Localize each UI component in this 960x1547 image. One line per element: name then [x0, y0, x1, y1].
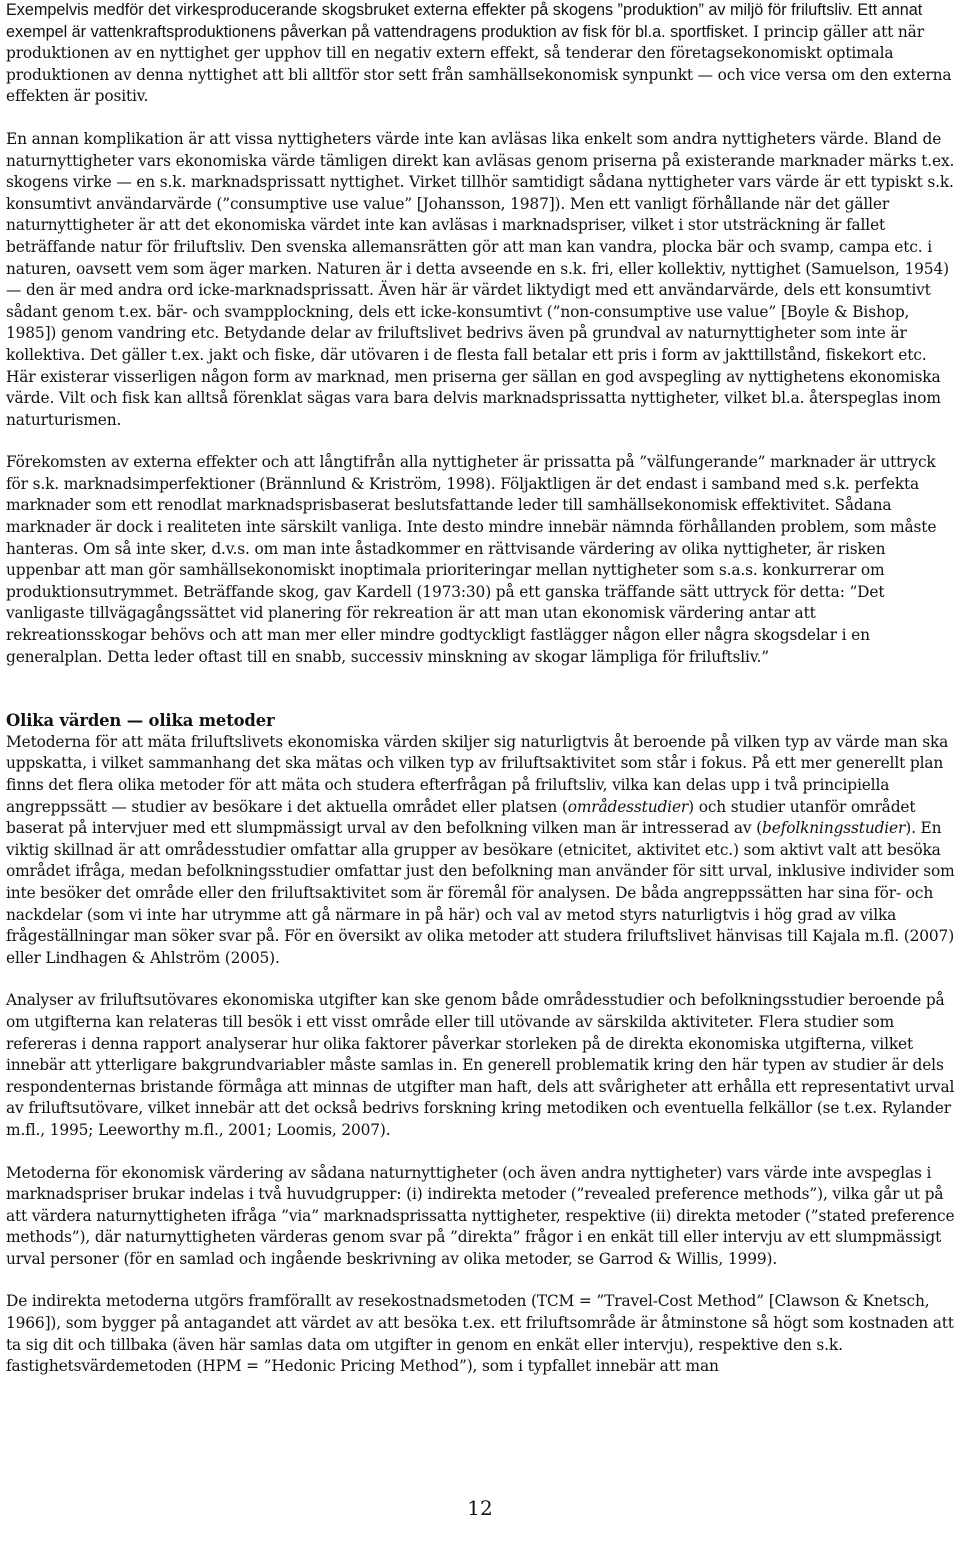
paragraph-vardering: Metoderna för ekonomisk värdering av sådana naturnyttigheter (och även andra nyttigheter) vars värde inte avspeglas i marknadspriser brukar indelas i två huvudgrupper: (i) indirekta metoder (”revealed preference methods”), vilka går ut på att värdera naturnyttigheten ifråga ”via” marknadsprissatta nyttigheter, respektive (ii) direkta metoder (”stated preference methods”), där naturnyttigheten värderas genom svar på ”direkta” frågor i en enkät till eller intervju av ett slumpmässigt urval personer (för en samlad och ingående beskrivning av olika metoder, se Garrod & Willis, 1999). [6, 1163, 955, 1268]
section-heading: Olika värden — olika metoder [6, 711, 275, 731]
document-page [6, 0, 956, 1378]
emphasis-term: befolkningsstudier [762, 819, 906, 838]
paragraph-spacer [6, 431, 956, 452]
paragraph-indirekta-metoder: De indirekta metoderna utgörs framförallt av resekostnadsmetoden (TCM = ”Travel-Cost Method” [Clawson & Knetsch, 1966]), som bygger på antagandet att värdet av att besöka t.ex. ett friluftsområde är åtminstone så högt som kostnaden att ta sig dit och tillbaka (även här samlas data om utgifter in genom en enkät eller intervju), respektive den s.k. fastighetsvärdemetoden (HPM = ”Hedonic Pricing Method”), som i typfallet innebär att man [6, 1292, 954, 1376]
paragraph-text: ). En viktig skillnad är att områdesstudier omfattar alla grupper av besökare (etnicitet, aktivitet etc.) som aktivt valt att besöka området ifråga, medan befolkningsstudier omfattar just den befolkning man använder för sitt urval, inklusive individer som inte besöker det område eller den friluftsaktivitet som är föremål för analysen. De båda angreppssätten har sina för- och nackdelar (som vi inte har utrymme att gå närmare in på här) och val av metod styrs naturligtvis i hög grad av vilka frågeställningar man söker svar på. För en översikt av olika metoder att studera friluftslivet hänvisas till Kajala m.fl. (2007) eller Lindhagen & Ahlström (2005). [6, 819, 955, 967]
section-spacer [6, 668, 956, 710]
paragraph-komplikation: En annan komplikation är att vissa nyttigheters värde inte kan avläsas lika enkelt som andra nyttigheters värde. Bland de naturnyttigheter vars ekonomiska värde tämligen direkt kan avläsas genom priserna på existerande marknader märks t.ex. skogens virke — en s.k. marknadsprissatt nyttighet. Virket tillhör samtidigt sådana nyttigheter vars värde är ett typiskt s.k. konsumtivt användarvärde (”consumptive use value” [Johansson, 1987]). Men ett vanligt förhållande när det gäller naturnyttigheter är att det ekonomiska värdet inte kan avläsas i marknadspriser, vilket i stor utsträckning är fallet beträffande natur för friluftsliv. Den svenska allemansrätten gör att man kan vandra, plocka bär och svamp, campa etc. i naturen, oavsett vem som äger marken. Naturen är i detta avseende en s.k. fri, eller kollektiv, nyttighet (Samuelson, 1954) — den är med andra ord icke-marknadsprissatt. Även här är värdet liktydigt med ett användarvärde, dels ett konsumtivt sådant genom t.ex. bär- och svampplockning, dels ett icke-konsumtivt (”non-consumptive use value” [Boyle & Bishop, 1985]) genom vandring etc. Betydande delar av friluftslivet bedrivs även på grundval av naturnyttigheter som inte är kollektiva. Det gäller t.ex. jakt och fiske, där utövaren i de flesta fall betalar ett pris i form av jakttillstånd, fiskekort etc. Här existerar visserligen någon form av marknad, men priserna ger sällan en god avspegling av nyttighetens ekonomiska värde. Vilt och fisk kan alltså förenklat sägas vara bara delvis marknadsprissatta nyttigheter, vilket bl.a. återspeglas inom naturturismen. [6, 129, 955, 429]
paragraph-utgifter: Analyser av friluftsutövares ekonomiska utgifter kan ske genom både områdesstudier och befolkningsstudier beroende på om utgifterna kan relateras till besök i ett visst område eller till utövande av särskilda aktiviteter. Flera studier som refereras i denna rapport analyserar hur olika faktorer påverkar storleken på de direkta ekonomiska utgifterna, vilket innebär att ytterligare bakgrundvariabler måste samlas in. En generell problematik kring den här typen av studier är dels respondenternas bristande förmåga att minnas de utgifter man haft, dels att svårigheter att erhålla ett representativt urval av friluftsutövare, vilket innebär att det också bedrivs forskning kring metodiken och eventuella felkällor (se t.ex. Rylander m.fl., 1995; Leeworthy m.fl., 2001; Loomis, 2007). [6, 991, 955, 1139]
paragraph-marknadsimperfektioner: Förekomsten av externa effekter och att långtifrån alla nyttigheter är prissatta på ”välfungerande” marknader är uttryck för s.k. marknadsimperfektioner (Brännlund & Kriström, 1998). Följaktligen är det endast i samband med s.k. perfekta marknader som ett renodlat marknadsprisbaserat beslutsfattande leder till samhällsekonomisk effektivitet. Sådana marknader är dock i realiteten inte särskilt vanliga. Inte desto mindre innebär nämnda förhållanden problem, som måste hanteras. Om så inte sker, d.v.s. om man inte åstadkommer en rättvisande värdering av olika nyttigheter, är risken uppenbar att man gör samhällsekonomiskt inoptimala prioriteringar mellan nyttigheter som s.a.s. konkurrerar om produktionsutrymmet. Beträffande skog, gav Kardell (1973:30) på ett ganska träffande sätt uttryck för detta: ”Det vanligaste tillvägagångssättet vid planering för rekreation är att man utan ekonomisk värdering antar att rekreationsskogar behövs och att man mer eller mindre godtyckligt fastlägger någon eller några skogsdelar i en generalplan. Detta leder oftast till en snabb, successiv minskning av skogar lämpliga för friluftsliv.” [6, 453, 937, 666]
paragraph-text: Metoderna för att mäta friluftslivets ekonomiska värden skiljer sig naturligtvis åt beroende på vilken typ av värde man ska uppskatta, i vilket sammanhang det ska mätas och vilken typ av friluftsaktivitet som står i fokus. På ett mer generellt plan finns det flera olika metoder för att mäta och studera efterfrågan på friluftsliv, vilka kan delas upp i två principiella angreppssätt — studier av besökare i det aktuella området eller platsen ( [6, 732, 949, 816]
page-number: 12 [467, 1496, 493, 1520]
paragraph-spacer [6, 1142, 956, 1163]
paragraph-spacer [6, 969, 956, 990]
paragraph-spacer [6, 1270, 956, 1291]
emphasis-term: områdesstudier [567, 797, 689, 816]
paragraph-continuation-text: I princip gäller att när produktionen av en nyttighet ger upphov till en negativ extern effekt, så tenderar den företagsekonomiskt optimala produktionen av denna nyttighet att bli alltför stor sett från samhällsekonomisk synpunkt — och vice versa om den externa effekten är positiv. [6, 22, 952, 106]
paragraph-externa-effekter [6, 0, 956, 108]
paragraph-metoder [6, 732, 956, 970]
paragraph-intro-text: Exempelvis medför det virkesproducerande skogsbruket externa effekter på skogens ”produktion” av miljö för friluftsliv. Ett annat exempel är vattenkraftsproduktionens påverkan på vattendragens produktion av fisk för bl.a. sportfisket. [6, 1, 923, 41]
paragraph-spacer [6, 108, 956, 129]
paragraph-text: ) och studier utanför området baserat på intervjuer med ett slumpmässigt urval av den befolkning vilken man är intresserad av ( [6, 797, 916, 838]
